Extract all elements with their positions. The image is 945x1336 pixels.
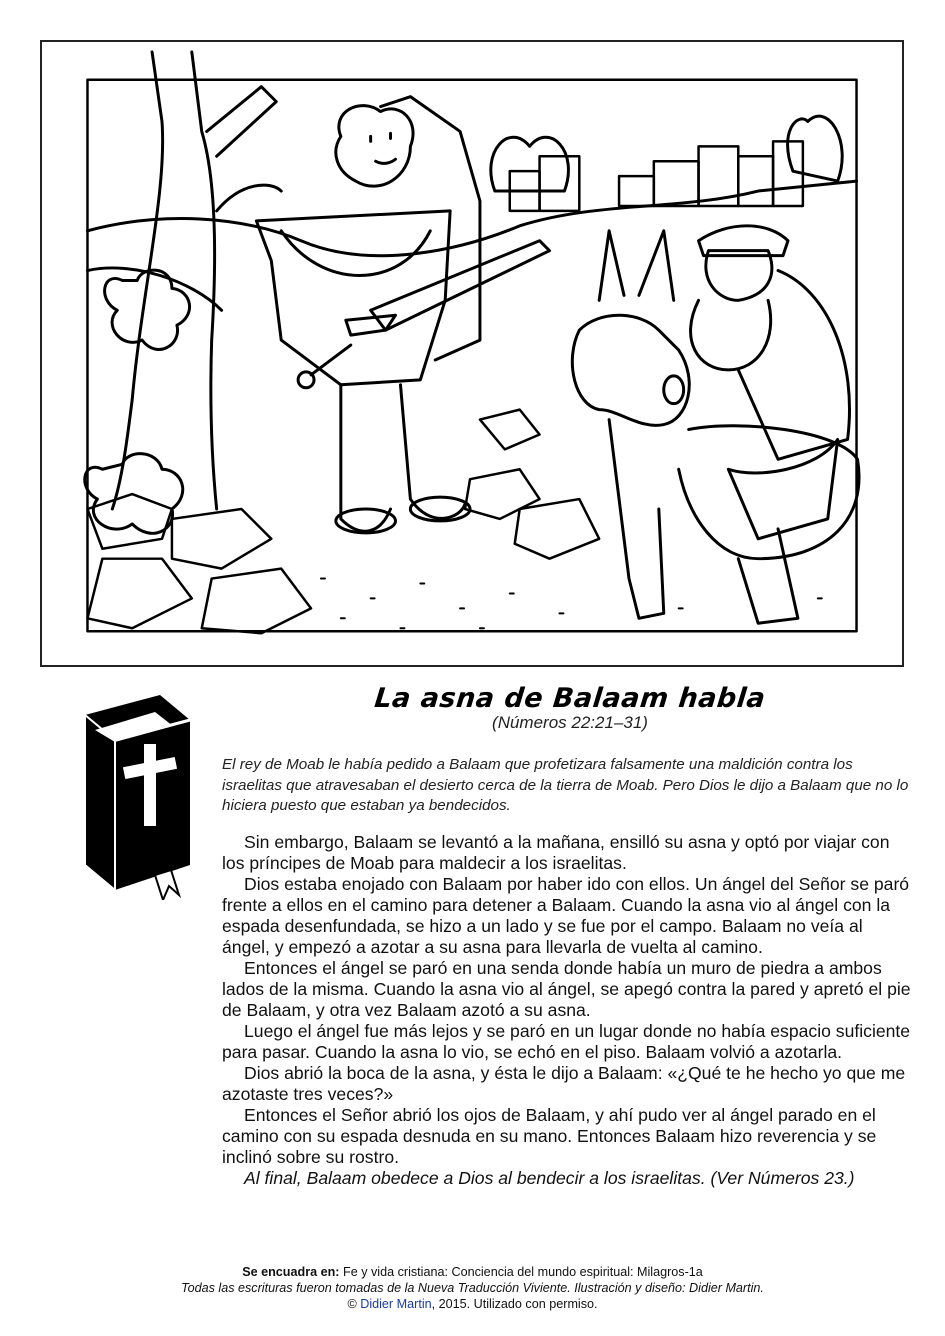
copyright-rest: , 2015. Utilizado con permiso. [431,1297,598,1311]
broken-branch [217,185,282,211]
illustration-frame [40,40,904,667]
coloring-illustration [42,42,902,665]
donkey-ear-right [639,231,674,301]
story-text [222,832,912,1189]
tree-right [788,116,843,181]
donkey-mouth [664,376,684,404]
angel-wing [381,97,480,360]
story-paragraph: Entonces el Señor abrió los ojos de Balaam, y ahí pudo ver al ángel parado en el camino con su espada desnuda en su mano. Entonces Balaam hizo reverencia y se inclinó sobre su rostro. [222,1105,877,1167]
footer-credits: Todas las escrituras fueron tomadas de la Nueva Traducción Viviente. Ilustración y diseño: Didier Martin. [181,1281,764,1295]
story-paragraph: Dios abrió la boca de la asna, y ésta le dijo a Balaam: «¿Qué te he hecho yo que me azotaste tres veces?» [222,1063,906,1104]
donkey-back-leg [738,529,798,623]
balaam-saddle [728,439,837,538]
inner-frame [87,80,856,631]
intro-paragraph: El rey de Moab le había pedido a Balaam que profetizara falsamente una maldición contra los israelitas que atravesaban el desierto cerca de la tierra de Moab. Pero Dios le dijo a Balaam que no lo hiciera puesto que estaban ya bendecidos. [222,756,909,814]
city-buildings [510,141,803,211]
sword-hilt [311,345,351,375]
donkey-head [572,315,689,425]
story-paragraph: Entonces el ángel se paró en una senda donde había un muro de piedra a ambos lados de la misma. Cuando la asna vio al ángel, se apegó contra la pared y apretó el pie de Balaam, y otra vez Balaam azotó a su asna. [222,958,911,1020]
copyright-symbol: © [347,1297,357,1311]
story-closing: Al final, Balaam obedece a Dios al bendecir a los israelitas. (Ver Números 23.) [244,1168,855,1188]
donkey-front-leg [609,420,664,619]
footer [0,1264,945,1312]
donkey-ear-left [599,231,624,301]
balaam-beard [691,300,771,370]
angel-figure [256,97,549,533]
footer-category-value: Fe y vida cristiana: Conciencia del mundo espiritual: Milagros-1a [343,1265,703,1279]
story-paragraph: Luego el ángel fue más lejos y se paró en un lugar donde no había espacio suficiente para pasar. Cuando la asna lo vio, se echó en el piso. Balaam volvió a azotarla. [222,1021,911,1062]
balaam-head [706,251,772,301]
footer-category-label: Se encuadra en: [242,1265,340,1279]
donkey-and-balaam [572,226,859,623]
story-paragraph: Dios estaba enojado con Balaam por haber ido con ellos. Un ángel del Señor se paró frente a ellos en el camino para detener a Balaam. Cuando la asna vio al ángel con la espada desenfundada, se hizo a un lado y se fue por el campo. Balaam no veía al ángel, y empezó a azotar a su asna para llevarla de vuelta al camino. [222,874,910,957]
tree-branch [207,87,277,157]
author-link[interactable]: Didier Martin [360,1297,432,1311]
story-paragraph: Sin embargo, Balaam se levantó a la mañana, ensilló su asna y optó por viajar con los príncipes de Moab para maldecir a los israelitas. [222,832,890,873]
sword-guard [346,315,396,335]
scripture-reference: (Números 22:21–31) [492,713,648,732]
footer-copyright [0,1296,945,1312]
hill-line [87,181,856,256]
footer-category [0,1264,945,1280]
tree-trunk-right-edge [192,52,217,509]
sword-pommel [298,372,314,388]
tree-left [491,137,569,191]
bible-cross-icon [55,690,195,900]
page-title: La asna de Balaam habla [372,683,768,714]
